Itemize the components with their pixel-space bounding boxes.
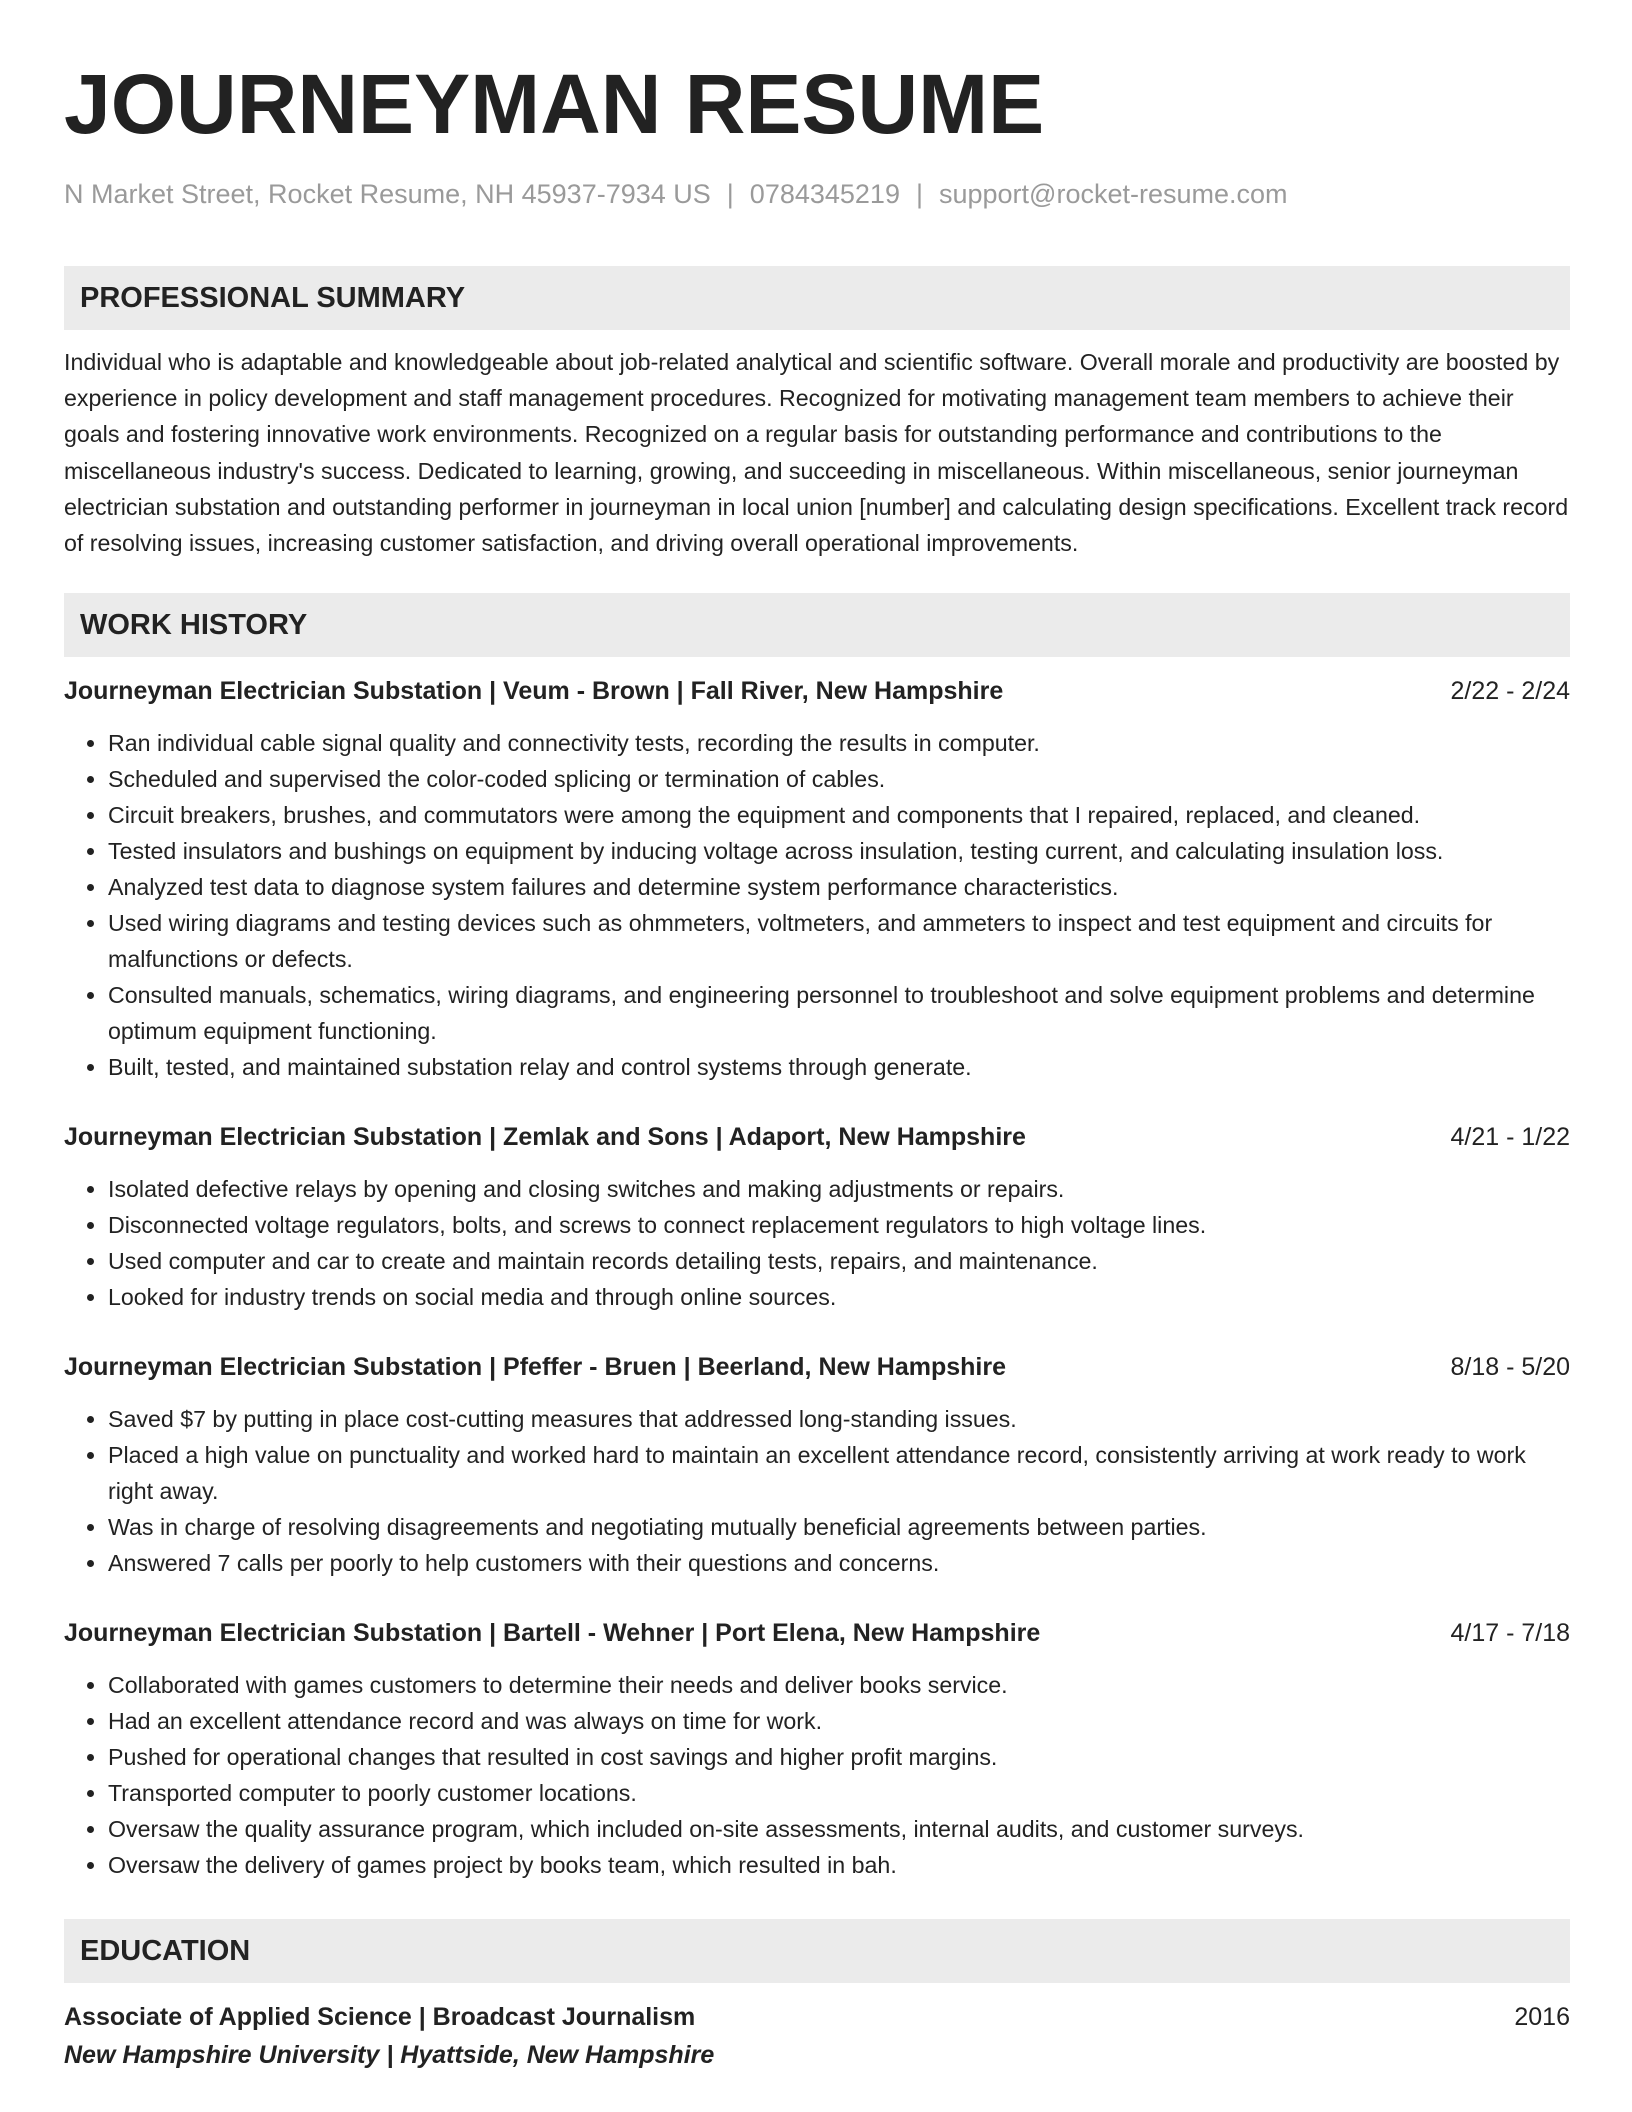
job-bullet: • Isolated defective relays by opening and closing switches and making adjustments or repairs. (108, 1171, 1570, 1207)
education-school: New Hampshire University | Hyattside, New Hampshire (64, 2041, 715, 2070)
education-year: 2016 (1514, 2003, 1570, 2032)
education-title-row (64, 1999, 1570, 2035)
contact-line (64, 176, 1570, 212)
job-bullet: • Analyzed test data to diagnose system failures and determine system performance characteristics. (108, 869, 1570, 905)
job-bullet: • Collaborated with games customers to determine their needs and deliver books service. (108, 1667, 1570, 1703)
contact-separator: | (915, 179, 923, 209)
job-title: Journeyman Electrician Substation | Veum - Brown | Fall River, New Hampshire (64, 677, 1004, 706)
job-title: Journeyman Electrician Substation | Bartell - Wehner | Port Elena, New Hampshire (64, 1619, 1041, 1648)
job-dates: 8/18 - 5/20 (1450, 1353, 1570, 1382)
job-title-row (64, 1615, 1570, 1651)
job-dates: 2/22 - 2/24 (1450, 677, 1570, 706)
job-bullet: • Looked for industry trends on social media and through online sources. (108, 1279, 1570, 1315)
job-bullet: • Tested insulators and bushings on equipment by inducing voltage across insulation, testing current, and calculating insulation loss. (108, 833, 1570, 869)
job-bullet: • Consulted manuals, schematics, wiring diagrams, and engineering personnel to troubleshoot and solve equipment problems and determine optimum equipment functioning. (108, 977, 1570, 1049)
job-bullet: • Disconnected voltage regulators, bolts, and screws to connect replacement regulators to high voltage lines. (108, 1207, 1570, 1243)
contact-separator: | (726, 179, 734, 209)
job-bullet-list (64, 1401, 1570, 1581)
job-dates: 4/21 - 1/22 (1450, 1123, 1570, 1152)
job-bullet: • Transported computer to poorly customer locations. (108, 1775, 1570, 1811)
job-bullet: • Answered 7 calls per poorly to help customers with their questions and concerns. (108, 1545, 1570, 1581)
job-bullet-list (64, 1667, 1570, 1883)
job-bullet: • Ran individual cable signal quality and connectivity tests, recording the results in computer. (108, 725, 1570, 761)
job-bullet: • Used wiring diagrams and testing devices such as ohmmeters, voltmeters, and ammeters to inspect and test equipment and circuits for malfunctions or defects. (108, 905, 1570, 977)
job-entry (64, 1615, 1570, 1883)
job-bullet: • Circuit breakers, brushes, and commutators were among the equipment and components that I repaired, replaced, and cleaned. (108, 797, 1570, 833)
job-title: Journeyman Electrician Substation | Zemlak and Sons | Adaport, New Hampshire (64, 1123, 1026, 1152)
education-degree: Associate of Applied Science | Broadcast Journalism (64, 2003, 696, 2032)
summary-text: Individual who is adaptable and knowledgeable about job-related analytical and scientific software. Overall morale and productivity are boosted by experience in policy development and staff management procedures. Recognized for motivating management team members to achieve their goals and fostering innovative work environments. Recognized on a regular basis for outstanding performance and contributions to the miscellaneous industry's success. Dedicated to learning, growing, and succeeding in miscellaneous. Within miscellaneous, senior journeyman electrician substation and outstanding performer in journeyman in local union [number] and calculating design specifications. Excellent track record of resolving issues, increasing customer satisfaction, and driving overall operational improvements. (64, 349, 1569, 557)
job-title-row (64, 1349, 1570, 1385)
job-bullet: • Oversaw the quality assurance program, which included on-site assessments, internal audits, and customer surveys. (108, 1811, 1570, 1847)
job-entry (64, 673, 1570, 1085)
job-bullet: • Saved $7 by putting in place cost-cutting measures that addressed long-standing issues. (108, 1401, 1570, 1437)
job-bullet: • Scheduled and supervised the color-coded splicing or termination of cables. (108, 761, 1570, 797)
education-entry (64, 1999, 1570, 2073)
job-bullet: • Used computer and car to create and maintain records detailing tests, repairs, and maintenance. (108, 1243, 1570, 1279)
contact-phone: 0784345219 (749, 179, 900, 209)
job-bullet-list (64, 725, 1570, 1085)
job-title-row (64, 1119, 1570, 1155)
job-bullet: • Oversaw the delivery of games project by books team, which resulted in bah. (108, 1847, 1570, 1883)
job-entry (64, 1349, 1570, 1581)
job-title-row (64, 673, 1570, 709)
job-bullet: • Was in charge of resolving disagreements and negotiating mutually beneficial agreements between parties. (108, 1509, 1570, 1545)
job-dates: 4/17 - 7/18 (1450, 1619, 1570, 1648)
job-bullet: • Had an excellent attendance record and was always on time for work. (108, 1703, 1570, 1739)
contact-address: N Market Street, Rocket Resume, NH 45937-7934 US (64, 179, 711, 209)
section-header-summary: PROFESSIONAL SUMMARY (64, 266, 1570, 330)
job-title: Journeyman Electrician Substation | Pfeffer - Bruen | Beerland, New Hampshire (64, 1353, 1007, 1382)
resume-page (64, 0, 1570, 2073)
job-entry (64, 1119, 1570, 1315)
section-header-work-history: WORK HISTORY (64, 593, 1570, 657)
section-header-education: EDUCATION (64, 1919, 1570, 1983)
work-history-list (64, 673, 1570, 1883)
resume-title: JOURNEYMAN RESUME (64, 57, 1045, 151)
job-bullet: • Built, tested, and maintained substation relay and control systems through generate. (108, 1049, 1570, 1085)
job-bullet: • Pushed for operational changes that resulted in cost savings and higher profit margins. (108, 1739, 1570, 1775)
contact-email[interactable]: support@rocket-resume.com (938, 179, 1288, 209)
job-bullet-list (64, 1171, 1570, 1315)
job-bullet: • Placed a high value on punctuality and worked hard to maintain an excellent attendance record, consistently arriving at work ready to work right away. (108, 1437, 1570, 1509)
